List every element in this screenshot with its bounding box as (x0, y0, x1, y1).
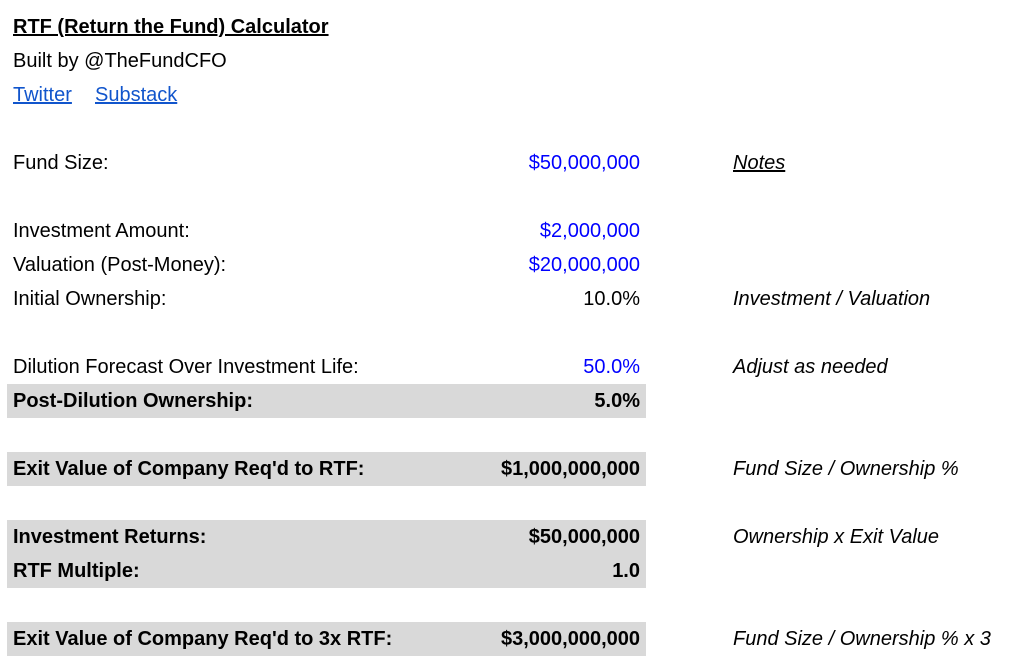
post-dilution-row (0, 384, 1026, 418)
substack-link[interactable]: Substack (95, 84, 178, 106)
exit-rtf-value: $1,000,000,000 (500, 458, 640, 480)
twitter-link[interactable]: Twitter (13, 84, 72, 106)
dilution-label: Dilution Forecast Over Investment Life: (13, 356, 359, 378)
exit-rtf-row (0, 452, 1026, 486)
exit-3x-value: $3,000,000,000 (500, 628, 640, 650)
byline: Built by @TheFundCFO (13, 50, 227, 72)
exit-rtf-label: Exit Value of Company Req'd to RTF: (13, 458, 365, 480)
dilution-row (0, 350, 1026, 384)
post-dilution-label: Post-Dilution Ownership: (13, 390, 253, 412)
investment-returns-label: Investment Returns: (13, 526, 207, 548)
notes-header: Notes (733, 152, 786, 174)
exit-3x-row (0, 622, 1026, 656)
fund-size-label: Fund Size: (13, 152, 109, 174)
investment-returns-note: Ownership x Exit Value (733, 526, 940, 548)
initial-ownership-value: 10.0% (583, 288, 640, 310)
investment-returns-value: $50,000,000 (528, 526, 640, 548)
fund-size-row (0, 146, 1026, 180)
exit-3x-label: Exit Value of Company Req'd to 3x RTF: (13, 628, 393, 650)
dilution-note: Adjust as needed (733, 356, 888, 378)
investment-amount-value[interactable]: $2,000,000 (539, 220, 640, 242)
initial-ownership-note: Investment / Valuation (733, 288, 931, 310)
fund-size-value[interactable]: $50,000,000 (528, 152, 640, 174)
exit-rtf-note: Fund Size / Ownership % (733, 458, 959, 480)
rtf-multiple-row (0, 554, 1026, 588)
initial-ownership-label: Initial Ownership: (13, 288, 167, 310)
dilution-value[interactable]: 50.0% (583, 356, 640, 378)
investment-amount-row (0, 214, 1026, 248)
page-title: RTF (Return the Fund) Calculator (13, 16, 329, 38)
valuation-label: Valuation (Post-Money): (13, 254, 227, 276)
exit-3x-note: Fund Size / Ownership % x 3 (733, 628, 991, 650)
rtf-multiple-value: 1.0 (612, 560, 640, 582)
initial-ownership-row (0, 282, 1026, 316)
byline-row (0, 44, 1026, 78)
investment-returns-row (0, 520, 1026, 554)
valuation-row (0, 248, 1026, 282)
links-row (0, 78, 1026, 112)
post-dilution-value: 5.0% (594, 390, 640, 412)
valuation-value[interactable]: $20,000,000 (528, 254, 640, 276)
title-row (0, 10, 1026, 44)
rtf-multiple-label: RTF Multiple: (13, 560, 140, 582)
investment-amount-label: Investment Amount: (13, 220, 190, 242)
